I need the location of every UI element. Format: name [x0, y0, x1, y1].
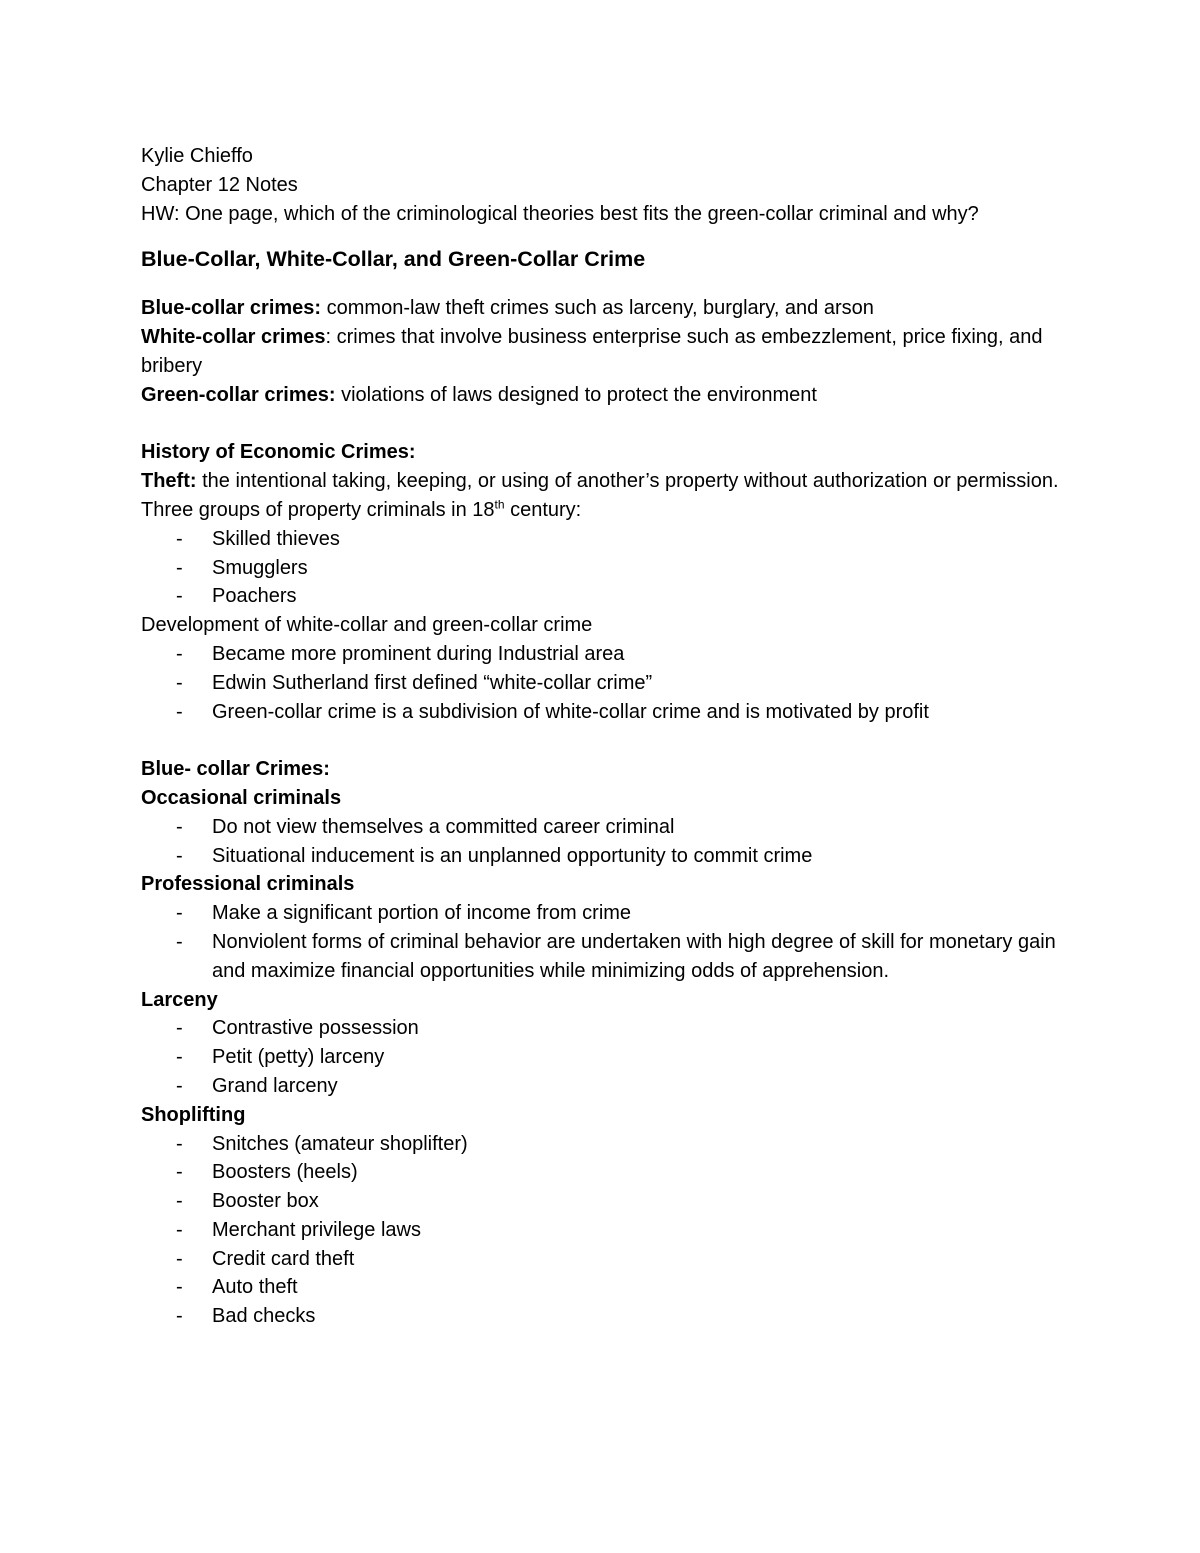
- list-item-text: Situational inducement is an unplanned opportunity to commit crime: [212, 844, 813, 867]
- list-item-text: Skilled thieves: [212, 527, 340, 550]
- list-item: [141, 813, 1071, 842]
- dash-bullet: -: [176, 671, 183, 694]
- dash-bullet: -: [176, 1218, 183, 1241]
- development-list: [141, 640, 1071, 726]
- definition-text: violations of laws designed to protect the environment: [335, 383, 817, 406]
- list-item-text: Make a significant portion of income from crime: [212, 902, 632, 925]
- list-item-text: Smugglers: [212, 556, 308, 579]
- dash-bullet: -: [176, 1074, 183, 1097]
- dash-bullet: -: [176, 902, 183, 925]
- dash-bullet: -: [176, 1305, 183, 1328]
- history-heading: History of Economic Crimes:: [141, 441, 416, 464]
- theft-text: the intentional taking, keeping, or using of another’s property without authorization or permission.: [196, 470, 1059, 493]
- list-item: [141, 842, 1071, 871]
- dash-bullet: -: [176, 700, 183, 723]
- section-list: [141, 1014, 1071, 1100]
- list-item: [141, 1043, 1071, 1072]
- theft-term: Theft:: [141, 470, 197, 493]
- property-groups-label: Three groups of property criminals in 18th century:: [141, 497, 582, 521]
- author-name: Kylie Chieffo: [141, 145, 253, 167]
- list-item: [141, 1216, 1071, 1245]
- list-item: [141, 1014, 1071, 1043]
- list-item-text: Contrastive possession: [212, 1017, 419, 1040]
- dash-bullet: -: [176, 844, 183, 867]
- list-item: [141, 1072, 1071, 1101]
- definition-blue-collar: [141, 294, 1071, 323]
- homework-note: HW: One page, which of the criminological theories best fits the green-collar criminal and why?: [141, 202, 979, 225]
- definition-green-collar: [141, 381, 1071, 410]
- dash-bullet: -: [176, 1247, 183, 1270]
- list-item-text: Bad checks: [212, 1305, 316, 1328]
- chapter-title: Chapter 12 Notes: [141, 173, 298, 196]
- list-item: [141, 1158, 1071, 1187]
- list-item-text: Edwin Sutherland first defined “white-collar crime”: [212, 671, 653, 694]
- list-item-text: Credit card theft: [212, 1247, 355, 1270]
- property-groups-list: [141, 525, 1071, 611]
- dash-bullet: -: [176, 815, 183, 838]
- dash-bullet: -: [176, 642, 183, 665]
- definition-term: White-collar crimes: [141, 326, 326, 349]
- blue-collar-sections: [141, 784, 1071, 1331]
- definition-white-collar: [141, 323, 1071, 381]
- list-item-text: Poachers: [212, 585, 297, 608]
- section-list: [141, 1130, 1071, 1332]
- list-item: [141, 669, 1071, 698]
- list-item: [141, 1130, 1071, 1159]
- list-item-text: Auto theft: [212, 1276, 298, 1299]
- definition-text: common-law theft crimes such as larceny, burglary, and arson: [321, 297, 874, 320]
- list-item-text: Booster box: [212, 1190, 319, 1213]
- section-list: [141, 899, 1071, 985]
- document-title: Blue-Collar, White-Collar, and Green-Collar Crime: [141, 247, 646, 272]
- list-item-text: Green-collar crime is a subdivision of white-collar crime and is motivated by profit: [212, 700, 929, 723]
- list-item: [141, 698, 1071, 727]
- section-list: [141, 813, 1071, 871]
- list-item: [141, 582, 1071, 611]
- list-item-text: Grand larceny: [212, 1074, 338, 1097]
- dash-bullet: -: [176, 1190, 183, 1213]
- section-title: Professional criminals: [141, 873, 355, 896]
- list-item-text: Petit (petty) larceny: [212, 1046, 385, 1069]
- list-item: [141, 1187, 1071, 1216]
- list-item: [141, 1273, 1071, 1302]
- section-title: Occasional criminals: [141, 786, 342, 809]
- list-item-text: Merchant privilege laws: [212, 1218, 421, 1241]
- list-item: [141, 1245, 1071, 1274]
- list-item: [141, 1302, 1071, 1331]
- theft-definition: [141, 467, 1071, 496]
- list-item: [141, 525, 1071, 554]
- list-item: [141, 554, 1071, 583]
- list-item-text: Do not view themselves a committed career criminal: [212, 815, 675, 838]
- dash-bullet: -: [176, 556, 183, 579]
- dash-bullet: -: [176, 527, 183, 550]
- list-item-text: Became more prominent during Industrial area: [212, 642, 625, 665]
- list-item: [141, 640, 1071, 669]
- dash-bullet: -: [176, 1017, 183, 1040]
- blue-collar-heading: Blue- collar Crimes:: [141, 758, 330, 781]
- dash-bullet: -: [176, 1276, 183, 1299]
- list-item-text: Boosters (heels): [212, 1161, 358, 1184]
- dash-bullet: -: [176, 1046, 183, 1069]
- list-item-text: Snitches (amateur shoplifter): [212, 1132, 468, 1155]
- definition-term: Green-collar crimes:: [141, 383, 336, 406]
- document-body: [141, 142, 1071, 1331]
- list-item: [141, 899, 1071, 928]
- dash-bullet: -: [176, 930, 183, 953]
- definition-text: : crimes that involve business enterprise such as embezzlement, price fixing, and bribery: [141, 326, 1043, 377]
- definition-term: Blue-collar crimes:: [141, 297, 322, 320]
- dash-bullet: -: [176, 1132, 183, 1155]
- section-title: Larceny: [141, 988, 218, 1011]
- development-label: Development of white-collar and green-collar crime: [141, 614, 593, 637]
- dash-bullet: -: [176, 1161, 183, 1184]
- dash-bullet: -: [176, 585, 183, 608]
- section-title: Shoplifting: [141, 1103, 246, 1126]
- list-item: [141, 928, 1071, 986]
- list-item-text: Nonviolent forms of criminal behavior are undertaken with high degree of skill for monetary gain and maximize financial opportunities while minimizing odds of apprehension.: [212, 930, 1056, 982]
